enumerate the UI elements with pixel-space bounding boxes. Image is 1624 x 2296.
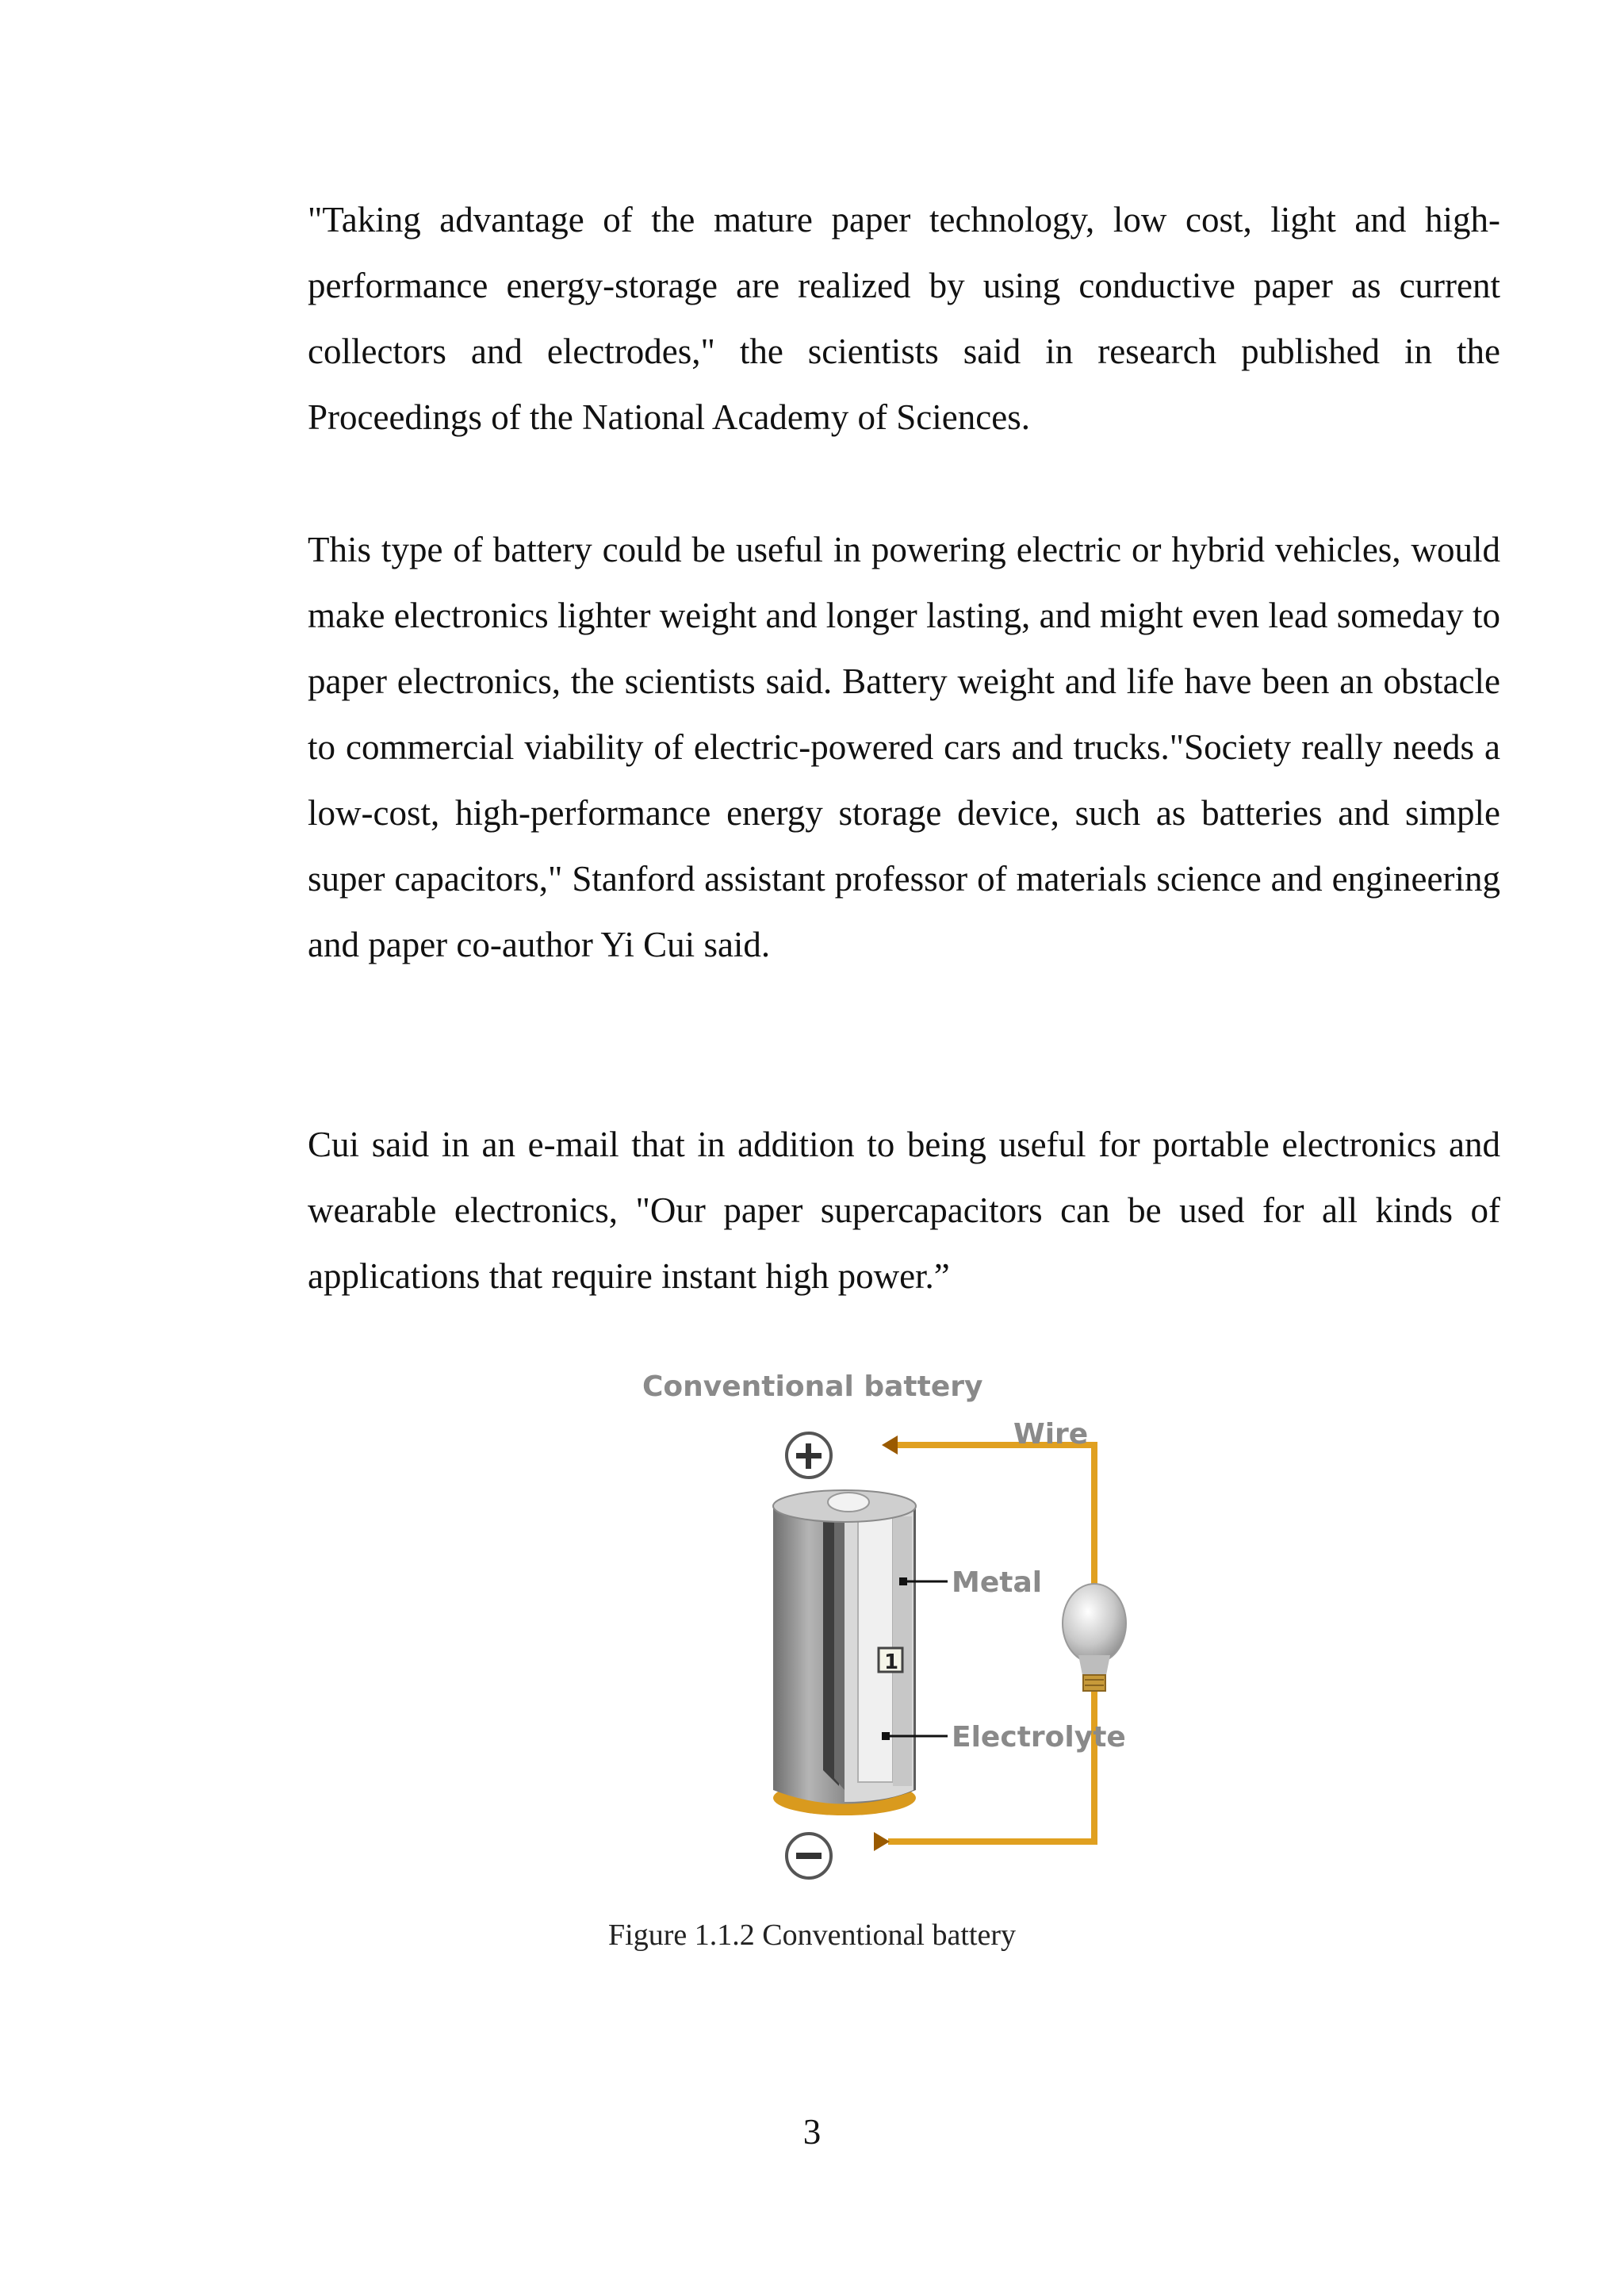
light-bulb-icon xyxy=(1063,1584,1126,1691)
paragraph-2: This type of battery could be useful in powering electric or hybrid vehicles, would make electronics lighter weight and longer lasting, and might even lead someday to paper electronics, the scientists said. Battery weight and life have been an obstacle to commercial viability of electric-powered cars and trucks."Society really needs a low-cost, high-performance energy storage device, such as batteries and simple super capacitors," Stanford assistant professor of materials science and engineering and paper co-author Yi Cui said. xyxy=(308,530,1500,964)
metal-label: Metal xyxy=(952,1566,1043,1599)
figure-title: Conventional battery xyxy=(642,1370,983,1403)
plus-terminal-icon xyxy=(787,1433,831,1478)
number-box-label: 1 xyxy=(884,1650,899,1674)
wire-arrow-bottom xyxy=(874,1832,890,1851)
figure-caption: Figure 1.1.2 Conventional battery xyxy=(608,1918,1016,1952)
number-box xyxy=(879,1648,902,1674)
metal-pointer xyxy=(899,1577,948,1585)
page-number: 3 xyxy=(802,2112,822,2152)
electrolyte-label: Electrolyte xyxy=(952,1721,1126,1754)
battery-diagram xyxy=(626,1358,1182,1889)
wire-arrow-top xyxy=(882,1435,898,1455)
wire-label: Wire xyxy=(1013,1418,1089,1451)
minus-terminal-icon xyxy=(787,1834,831,1878)
battery-figure xyxy=(626,1358,1182,1889)
paragraph-3: Cui said in an e-mail that in addition to being useful for portable electronics and wearable electronics, "Our paper supercapacitors can be used for all kinds of applications that require instant high power.” xyxy=(308,1125,1500,1296)
paragraph-1: "Taking advantage of the mature paper technology, low cost, light and high-performance energy-storage are realized by using conductive paper as current collectors and electrodes," the scientists said in research published in the Proceedings of the National Academy of Sciences. xyxy=(308,200,1500,437)
